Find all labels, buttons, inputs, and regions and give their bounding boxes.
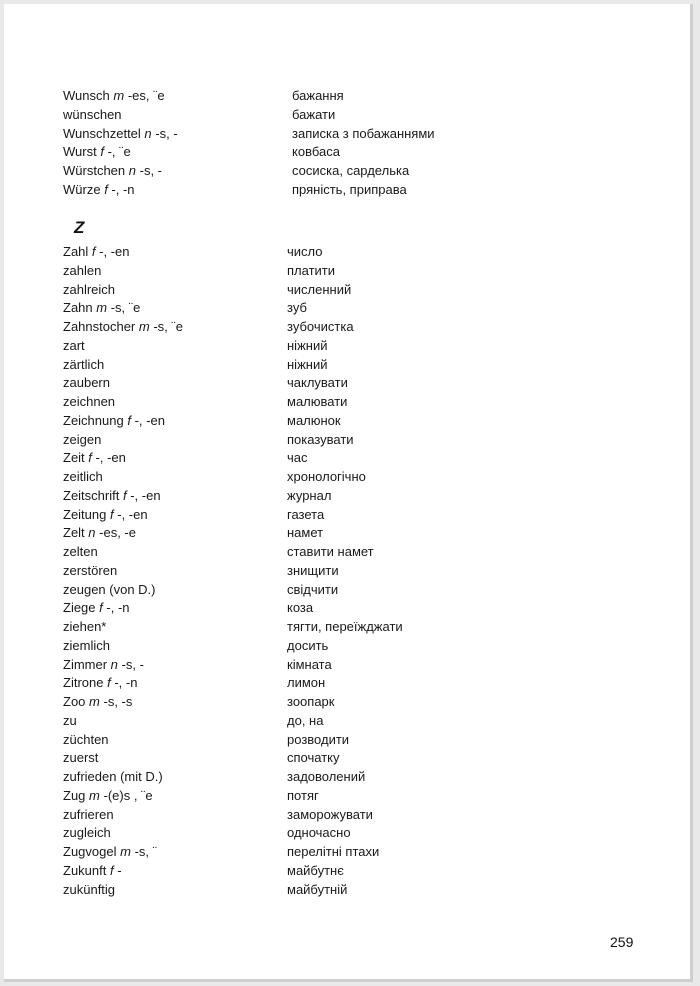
- headword-cell: [63, 655, 144, 674]
- headword-cell: [63, 673, 137, 692]
- headword-cell: [63, 598, 130, 617]
- gender-marker: m: [89, 694, 100, 709]
- headword-cell: [63, 180, 135, 199]
- headword-cell: [63, 486, 161, 505]
- gender-marker: n: [128, 163, 136, 179]
- headword: zahlreich: [63, 281, 116, 297]
- plural-forms: -s, -: [136, 163, 162, 179]
- headword: zu: [63, 712, 77, 728]
- headword: Ziege: [63, 600, 96, 616]
- translation: сосиска, сарделька: [292, 163, 410, 179]
- translation: бажати: [292, 106, 336, 122]
- translation: розводити: [287, 731, 350, 747]
- translation: газета: [287, 506, 325, 522]
- translation: зуб: [287, 300, 307, 316]
- headword-cell: [63, 580, 156, 599]
- translation: потяг: [287, 787, 319, 803]
- plural-forms: -(e)s , ¨e: [99, 787, 153, 803]
- headword-cell: [63, 786, 153, 805]
- gender-marker: n: [88, 525, 96, 541]
- translation: досить: [287, 637, 329, 653]
- gender-marker: f: [91, 244, 96, 259]
- headword: zukünftig: [63, 881, 116, 897]
- headword: zufrieden (mit D.): [63, 769, 163, 784]
- headword: zart: [63, 337, 85, 353]
- headword: zeitlich: [63, 469, 103, 484]
- headword-cell: [63, 823, 111, 842]
- plural-forms: -s, ¨e: [149, 319, 183, 334]
- section-heading-z: Z: [74, 218, 85, 237]
- headword: Zahl: [63, 244, 89, 259]
- plural-forms: -, -en: [91, 450, 126, 466]
- translation: свідчити: [287, 581, 339, 597]
- headword-cell: [63, 748, 98, 767]
- plural-forms: -, -en: [95, 244, 130, 259]
- dictionary-page: [4, 4, 693, 982]
- translation: зоопарк: [287, 694, 335, 709]
- headword: Zahn: [63, 300, 93, 316]
- translation: ніжний: [287, 337, 328, 353]
- headword-cell: [63, 880, 115, 899]
- plural-forms: -: [113, 862, 122, 878]
- translation: число: [287, 244, 323, 259]
- gender-marker: f: [109, 862, 114, 878]
- translation: заморожувати: [287, 806, 373, 822]
- headword-cell: [63, 842, 157, 861]
- headword: zerstören: [63, 562, 118, 578]
- headword: zufrieren: [63, 806, 114, 822]
- headword: ziehen*: [63, 619, 107, 634]
- plural-forms: -, -n: [102, 600, 130, 616]
- headword-cell: [63, 124, 178, 143]
- plural-forms: -s, -: [151, 125, 178, 141]
- plural-forms: -s, -: [117, 656, 144, 672]
- headword: Wurst: [63, 144, 97, 160]
- headword: Wunsch: [63, 88, 110, 103]
- translation: час: [287, 450, 308, 466]
- gender-marker: f: [107, 675, 111, 691]
- headword: Zug: [63, 787, 86, 803]
- plural-forms: -s, ¨: [130, 844, 157, 859]
- translation: до, на: [287, 712, 324, 728]
- plural-forms: -es, -e: [95, 525, 136, 541]
- translation: тягти, переїжджати: [287, 619, 403, 634]
- headword-cell: [63, 261, 101, 280]
- translation: чаклувати: [287, 375, 348, 391]
- headword-cell: [63, 86, 165, 105]
- translation: майбутній: [287, 881, 348, 897]
- gender-marker: n: [110, 656, 118, 672]
- headword-cell: [63, 392, 115, 411]
- headword-cell: [63, 805, 114, 824]
- headword-cell: [63, 711, 77, 730]
- translation: ставити намет: [287, 544, 374, 559]
- headword-cell: [63, 561, 117, 580]
- headword-cell: [63, 430, 101, 449]
- gender-marker: m: [96, 300, 108, 316]
- headword: Zelt: [63, 525, 85, 541]
- headword: Würze: [63, 182, 101, 197]
- translation: журнал: [287, 487, 332, 503]
- headword-cell: [63, 448, 126, 467]
- gender-marker: m: [120, 844, 131, 859]
- plural-forms: -, -en: [113, 506, 148, 522]
- headword: zuerst: [63, 750, 99, 766]
- translation: ніжний: [287, 356, 328, 372]
- translation: пряність, приправа: [292, 182, 407, 197]
- headword: Zahnstocher: [63, 319, 136, 334]
- gender-marker: m: [113, 88, 125, 103]
- headword-cell: [63, 280, 115, 299]
- headword-cell: [63, 161, 162, 180]
- translation: перелітні птахи: [287, 844, 380, 859]
- gender-marker: f: [100, 144, 104, 160]
- headword: wünschen: [63, 106, 122, 122]
- headword: Zeitschrift: [63, 487, 120, 503]
- headword: zugleich: [63, 825, 111, 841]
- headword-cell: [63, 505, 148, 524]
- plural-forms: -, -en: [130, 412, 165, 428]
- page-number: 259: [610, 934, 634, 950]
- headword-cell: [63, 523, 136, 542]
- plural-forms: -, -n: [110, 675, 138, 691]
- gender-marker: m: [138, 319, 150, 334]
- headword-cell: [63, 467, 103, 486]
- headword: züchten: [63, 731, 109, 747]
- headword: Zoo: [63, 694, 86, 709]
- gender-marker: m: [89, 787, 100, 803]
- plural-forms: -es, ¨e: [124, 88, 165, 103]
- translation: платити: [287, 262, 336, 278]
- translation: знищити: [287, 562, 339, 578]
- plural-forms: -s, ¨e: [107, 300, 141, 316]
- headword-cell: [63, 105, 122, 124]
- headword-cell: [63, 636, 110, 655]
- translation: одночасно: [287, 825, 351, 841]
- plural-forms: -, ¨e: [103, 144, 131, 160]
- translation: намет: [287, 525, 324, 541]
- translation: коза: [287, 600, 314, 616]
- translation: численний: [287, 281, 352, 297]
- gender-marker: f: [110, 506, 114, 522]
- headword: Zimmer: [63, 656, 108, 672]
- translation: задоволений: [287, 769, 366, 784]
- gender-marker: f: [127, 412, 131, 428]
- gender-marker: f: [122, 487, 127, 503]
- plural-forms: -s, -s: [99, 694, 133, 709]
- translation: лимон: [287, 675, 326, 691]
- translation: малювати: [287, 394, 348, 409]
- plural-forms: -, -en: [126, 487, 161, 503]
- translation: хронологічно: [287, 469, 366, 484]
- headword-cell: [63, 730, 109, 749]
- translation: бажання: [292, 88, 344, 103]
- plural-forms: -, -n: [107, 182, 135, 197]
- headword-cell: [63, 861, 122, 880]
- translation: кімната: [287, 656, 332, 672]
- headword: Zeitung: [63, 506, 107, 522]
- headword: Zugvogel: [63, 844, 117, 859]
- translation: спочатку: [287, 750, 340, 766]
- headword-cell: [63, 411, 165, 430]
- headword: zeichnen: [63, 394, 116, 409]
- headword: Wunschzettel: [63, 125, 141, 141]
- headword: ziemlich: [63, 637, 110, 653]
- translation: показувати: [287, 431, 354, 447]
- headword: zeugen (von D.): [63, 581, 156, 597]
- headword-cell: [63, 373, 110, 392]
- gender-marker: f: [88, 450, 92, 466]
- headword-cell: [63, 142, 131, 161]
- translation: зубочистка: [287, 319, 354, 334]
- headword-cell: [63, 542, 98, 561]
- headword: Zitrone: [63, 675, 104, 691]
- translation: малюнок: [287, 412, 341, 428]
- translation: записка з побажаннями: [292, 125, 435, 141]
- headword-cell: [63, 336, 85, 355]
- headword: zeigen: [63, 431, 102, 447]
- headword: zelten: [63, 544, 98, 559]
- headword-cell: [63, 355, 104, 374]
- headword: Zeit: [63, 450, 85, 466]
- headword-cell: [63, 617, 106, 636]
- gender-marker: f: [99, 600, 103, 616]
- headword-cell: [63, 692, 132, 711]
- headword: zaubern: [63, 375, 110, 391]
- headword: Zeichnung: [63, 412, 124, 428]
- headword-cell: [63, 298, 140, 317]
- gender-marker: f: [104, 182, 108, 197]
- translation: ковбаса: [292, 144, 340, 160]
- headword: Würstchen: [63, 163, 126, 179]
- headword: Zukunft: [63, 862, 107, 878]
- headword-cell: [63, 242, 130, 261]
- gender-marker: n: [144, 125, 152, 141]
- headword-cell: [63, 317, 183, 336]
- headword-cell: [63, 767, 163, 786]
- headword: zärtlich: [63, 356, 105, 372]
- translation: майбутнє: [287, 862, 344, 878]
- headword: zahlen: [63, 262, 102, 278]
